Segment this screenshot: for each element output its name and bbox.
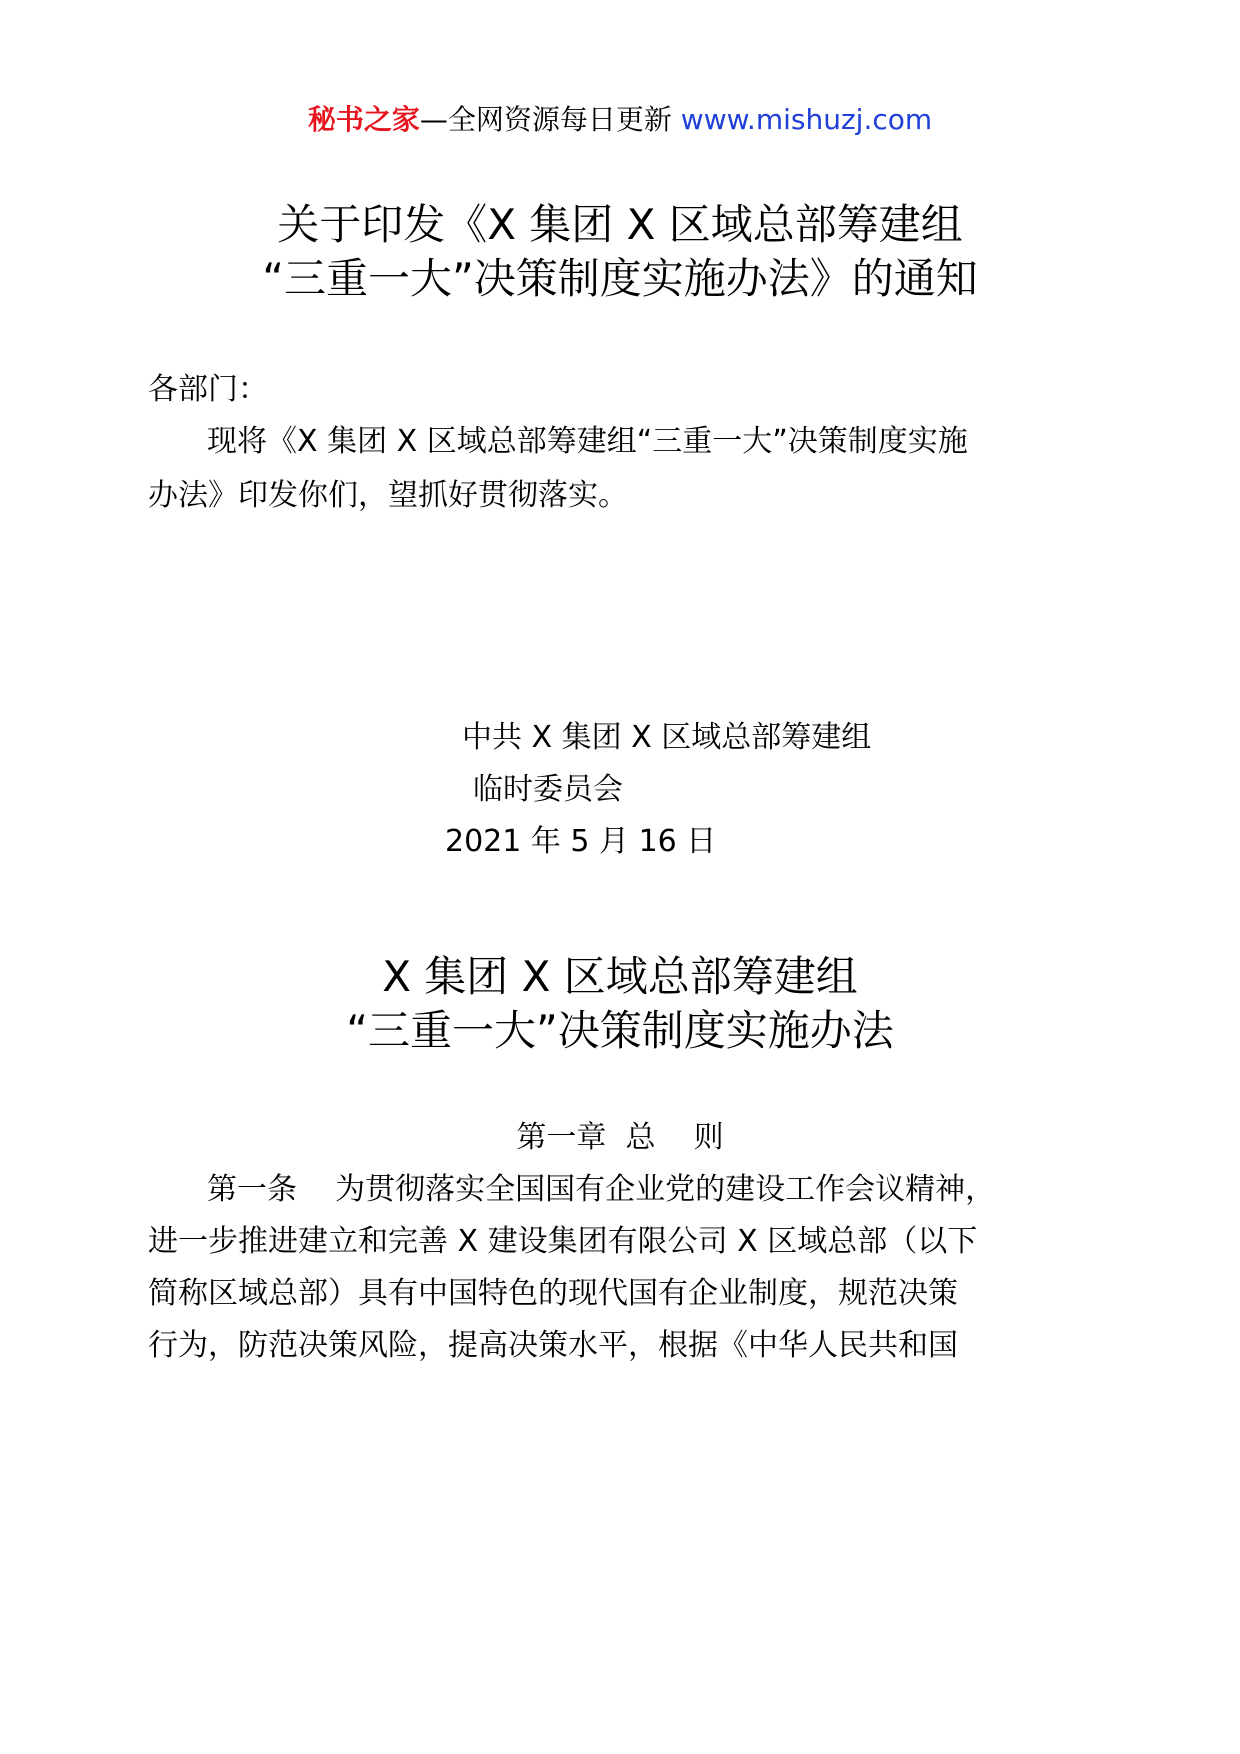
- article-line-4: 行为，防范决策风险，提高决策水平，根据《中华人民共和国: [148, 1328, 958, 1363]
- regulation-title-line-2: “三重一大”决策制度实施办法: [346, 1006, 894, 1055]
- chapter-heading: 第一章 总 则: [516, 1120, 724, 1155]
- brand-name: 秘书之家: [307, 103, 420, 136]
- article-line-1: 第一条 为贯彻落实全国国有企业党的建设工作会议精神，: [207, 1172, 996, 1207]
- notice-title-line-2: “三重一大”决策制度实施办法》的通知: [262, 254, 978, 303]
- site-header: [0, 100, 1240, 140]
- notice-title-line-1: 关于印发《X 集团 X 区域总部筹建组: [277, 200, 963, 249]
- regulation-title-line-1: X 集团 X 区域总部筹建组: [382, 952, 858, 1001]
- issue-date: 2021 年 5 月 16 日: [445, 824, 717, 859]
- site-url-link[interactable]: www.mishuzj.com: [680, 103, 933, 136]
- article-line-3: 简称区域总部）具有中国特色的现代国有企业制度，规范决策: [148, 1276, 958, 1311]
- article-line-2: 进一步推进建立和完善 X 建设集团有限公司 X 区域总部（以下: [148, 1224, 978, 1259]
- header-tagline: —全网资源每日更新: [419, 103, 672, 136]
- notice-salutation: 各部门：: [148, 372, 268, 407]
- issuer-line-2: 临时委员会: [473, 772, 623, 807]
- notice-body-line-1: 现将《X 集团 X 区域总部筹建组“三重一大”决策制度实施: [207, 424, 968, 459]
- notice-body-line-2: 办法》印发你们，望抓好贯彻落实。: [148, 478, 628, 513]
- issuer-line-1: 中共 X 集团 X 区域总部筹建组: [462, 720, 872, 755]
